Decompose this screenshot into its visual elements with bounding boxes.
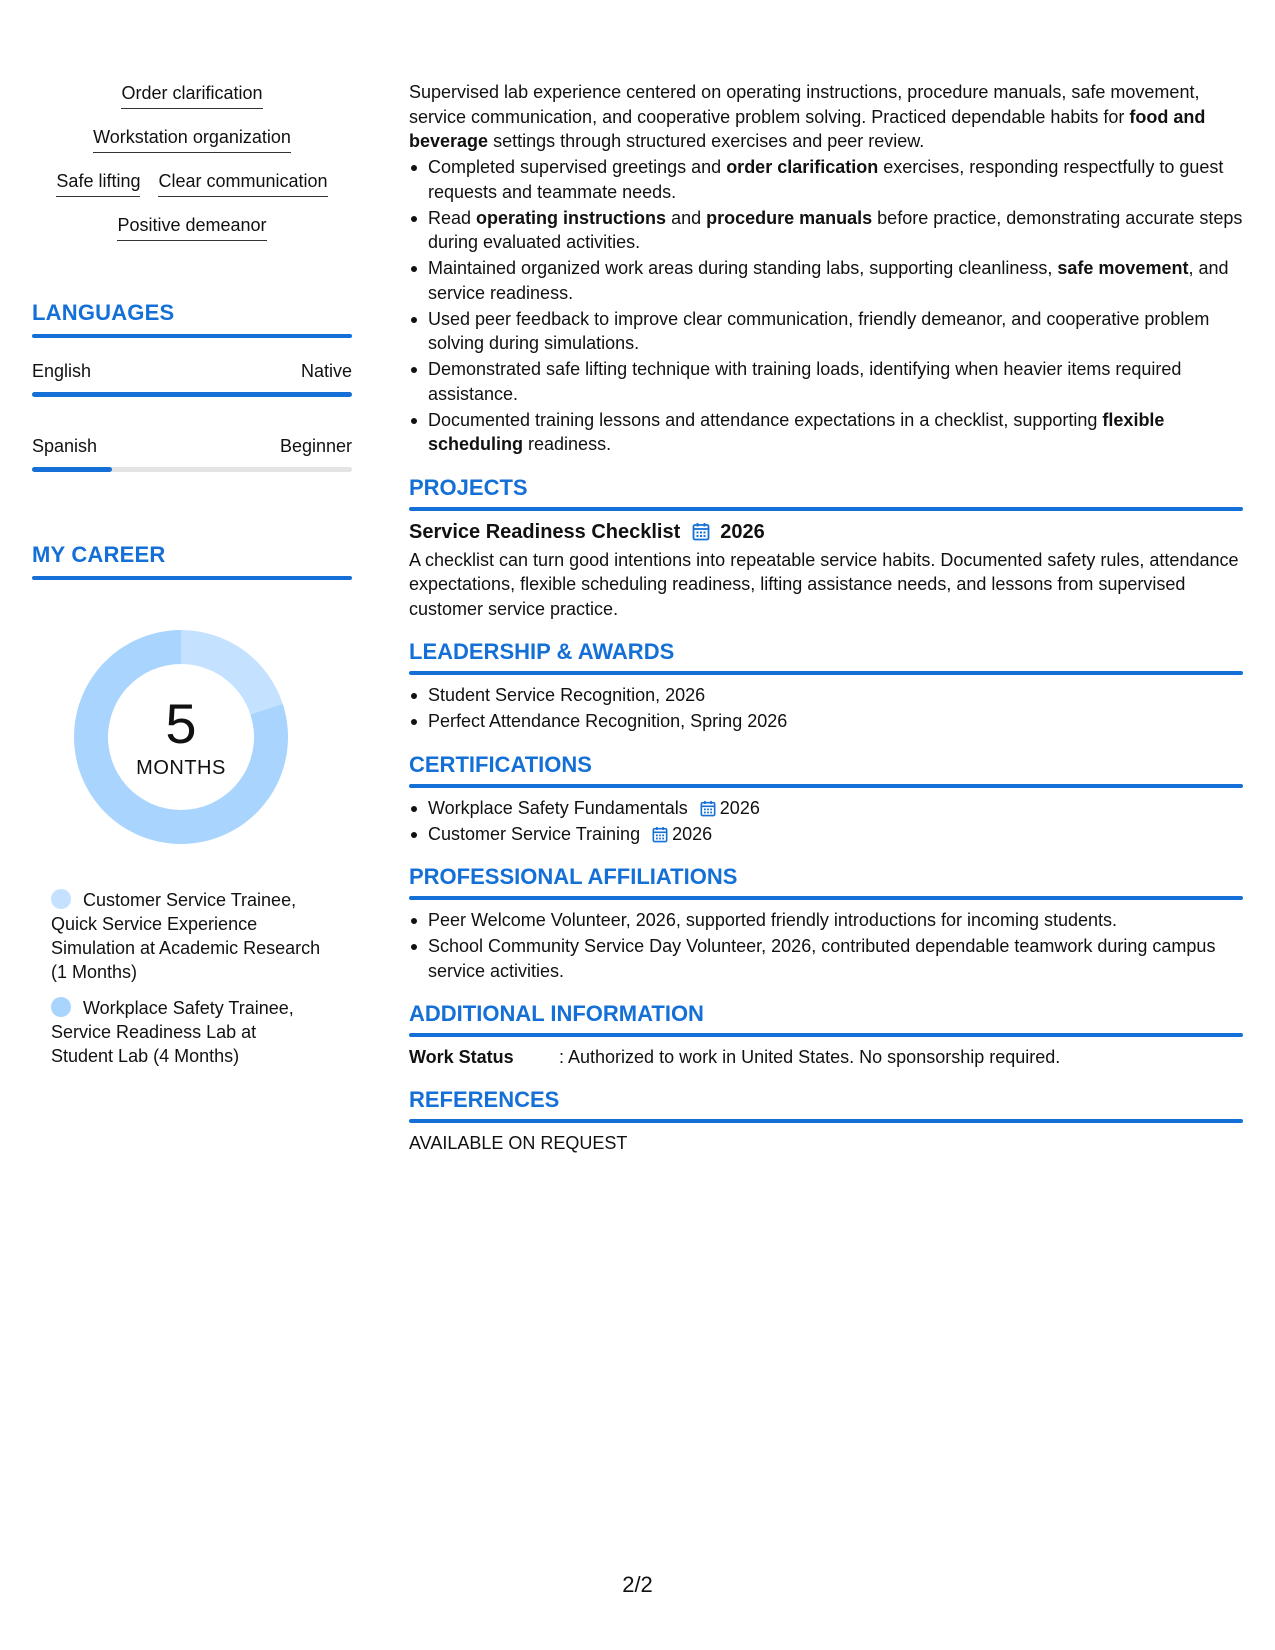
section-divider <box>409 1033 1243 1037</box>
language-item <box>32 360 352 397</box>
bold-text: operating instructions <box>476 207 667 228</box>
language-proficiency-fill <box>32 392 352 397</box>
career-section <box>32 542 352 1080</box>
projects-section <box>409 475 1243 511</box>
work-status-label: Work Status <box>409 1047 514 1067</box>
language-item <box>32 435 352 472</box>
language-level: Native <box>300 361 352 381</box>
certifications-heading: CERTIFICATIONS <box>409 751 592 777</box>
experience-bullet <box>409 307 1243 356</box>
leadership-list <box>409 683 1243 734</box>
bold-text: food and beverage <box>409 106 1206 151</box>
references-section <box>409 1087 1243 1123</box>
experience-bullet <box>409 357 1243 406</box>
career-legend-item <box>51 888 321 984</box>
text-run: Completed supervised greetings and <box>428 157 727 177</box>
project-year: 2026 <box>720 520 765 543</box>
certification-name: Customer Service Training <box>428 823 641 844</box>
text-run: readiness. <box>523 434 612 454</box>
affiliations-list <box>409 908 1243 983</box>
skill-tag: Workstation organization <box>93 126 291 153</box>
career-legend-label: Workplace Safety Trainee, Service Readiness Lab at Student Lab (4 Months) <box>51 998 294 1066</box>
section-divider <box>409 1119 1243 1123</box>
language-level: Beginner <box>279 436 352 456</box>
calendar-icon <box>692 522 710 541</box>
experience-bullets <box>409 155 1243 457</box>
projects-heading: PROJECTS <box>409 474 528 500</box>
text-run: Supervised lab experience centered on operating instructions, procedure manuals, safe movement, service communication, and cooperative problem solving. Practiced dependable habits for <box>409 82 1200 127</box>
donut-total-number: 5 <box>165 691 197 755</box>
affiliations-section <box>409 864 1243 900</box>
text-run: before practice, demonstrating accurate steps during evaluated activities. <box>428 207 1243 252</box>
certification-year: 2026 <box>719 797 760 818</box>
career-legend-item <box>51 996 321 1068</box>
text-run: Maintained organized work areas during standing labs, supporting cleanliness, <box>428 258 1058 278</box>
skill-tag: Order clarification <box>121 82 262 109</box>
section-divider <box>409 671 1243 675</box>
certifications-list <box>409 796 1243 847</box>
language-name: English <box>32 361 92 381</box>
skill-tag: Safe lifting <box>56 170 140 197</box>
section-divider <box>409 784 1243 788</box>
experience-bullet <box>409 155 1243 204</box>
skill-tag: Positive demeanor <box>117 214 266 241</box>
text-run: Demonstrated safe lifting technique with training loads, identifying when heavier items required assistance. <box>428 359 1182 404</box>
certification-year: 2026 <box>672 823 713 844</box>
text-run: exercises, responding respectfully to guest requests and teammate needs. <box>428 157 1224 202</box>
bold-text: order clarification <box>726 157 879 177</box>
project-description: A checklist can turn good intentions into repeatable service habits. Documented safety rules, attendance expectations, flexible scheduling readiness, lifting assistance needs, and lessons from supervised customer service practice. <box>409 549 1239 619</box>
legend-dot <box>51 889 71 909</box>
text-run: settings through structured exercises and peer review. <box>488 131 925 151</box>
career-heading: MY CAREER <box>32 542 166 567</box>
section-divider <box>409 507 1243 511</box>
calendar-icon <box>652 826 668 843</box>
leadership-item: Perfect Attendance Recognition, Spring 2026 <box>409 709 1243 734</box>
calendar-icon <box>700 800 716 817</box>
page-number: 2/2 <box>622 1572 653 1597</box>
section-divider <box>32 576 352 580</box>
right-column <box>409 80 1243 1156</box>
skill-tag: Clear communication <box>158 170 327 197</box>
text-run: Documented training lessons and attendance expectations in a checklist, supporting <box>428 409 1103 430</box>
skill-row <box>32 82 352 109</box>
bold-text: procedure manuals <box>706 207 873 228</box>
career-legend <box>51 888 321 1068</box>
career-legend-label: Customer Service Trainee, Quick Service Experience Simulation at Academic Research (1 Months) <box>51 890 321 982</box>
text-run: , and service readiness. <box>428 258 1229 303</box>
leadership-section <box>409 639 1243 675</box>
text-run: Used peer feedback to improve clear communication, friendly demeanor, and cooperative problem solving during simulations. <box>428 308 1210 353</box>
skills-list <box>32 82 352 241</box>
additional-info-heading: ADDITIONAL INFORMATION <box>409 1001 704 1026</box>
affiliations-heading: PROFESSIONAL AFFILIATIONS <box>409 864 738 889</box>
language-proficiency-fill <box>32 467 112 472</box>
language-proficiency-bar <box>32 392 352 397</box>
certifications-section <box>409 752 1243 788</box>
language-name: Spanish <box>32 436 98 456</box>
bold-text: flexible scheduling <box>428 409 1165 454</box>
experience-bullet <box>409 206 1243 255</box>
references-text: AVAILABLE ON REQUEST <box>409 1133 628 1153</box>
section-divider <box>409 896 1243 900</box>
experience-intro <box>409 80 1243 154</box>
additional-info-section <box>409 1001 1243 1037</box>
legend-dot <box>51 997 71 1017</box>
languages-heading: LANGUAGES <box>32 300 175 325</box>
work-status-row <box>409 1045 1243 1069</box>
skill-row <box>32 214 352 241</box>
bold-text: safe movement <box>1057 258 1189 278</box>
certification-item <box>409 822 1243 847</box>
language-proficiency-bar <box>32 467 352 472</box>
project-title-row <box>409 519 1243 545</box>
section-divider <box>32 334 352 338</box>
leadership-heading: LEADERSHIP & AWARDS <box>409 639 675 664</box>
text-run: and <box>666 207 707 228</box>
experience-bullet <box>409 408 1243 457</box>
languages-section <box>32 300 352 472</box>
project-name: Service Readiness Checklist <box>409 520 681 543</box>
donut-total-unit: MONTHS <box>136 756 226 779</box>
donut-center-label <box>66 622 296 852</box>
certification-item <box>409 796 1243 821</box>
leadership-item: Student Service Recognition, 2026 <box>409 683 1243 708</box>
skill-row <box>32 126 352 153</box>
career-donut-chart <box>66 622 296 852</box>
skill-row <box>32 170 352 197</box>
left-column <box>32 82 352 1066</box>
work-status-value: : Authorized to work in United States. No sponsorship required. <box>559 1047 1061 1067</box>
references-heading: REFERENCES <box>409 1087 560 1112</box>
experience-bullet <box>409 256 1243 305</box>
text-run: Read <box>428 207 477 228</box>
certification-name: Workplace Safety Fundamentals <box>428 797 688 818</box>
affiliation-item: Peer Welcome Volunteer, 2026, supported friendly introductions for incoming students. <box>409 908 1243 933</box>
affiliation-item: School Community Service Day Volunteer, 2026, contributed dependable teamwork during campus service activities. <box>409 934 1243 983</box>
